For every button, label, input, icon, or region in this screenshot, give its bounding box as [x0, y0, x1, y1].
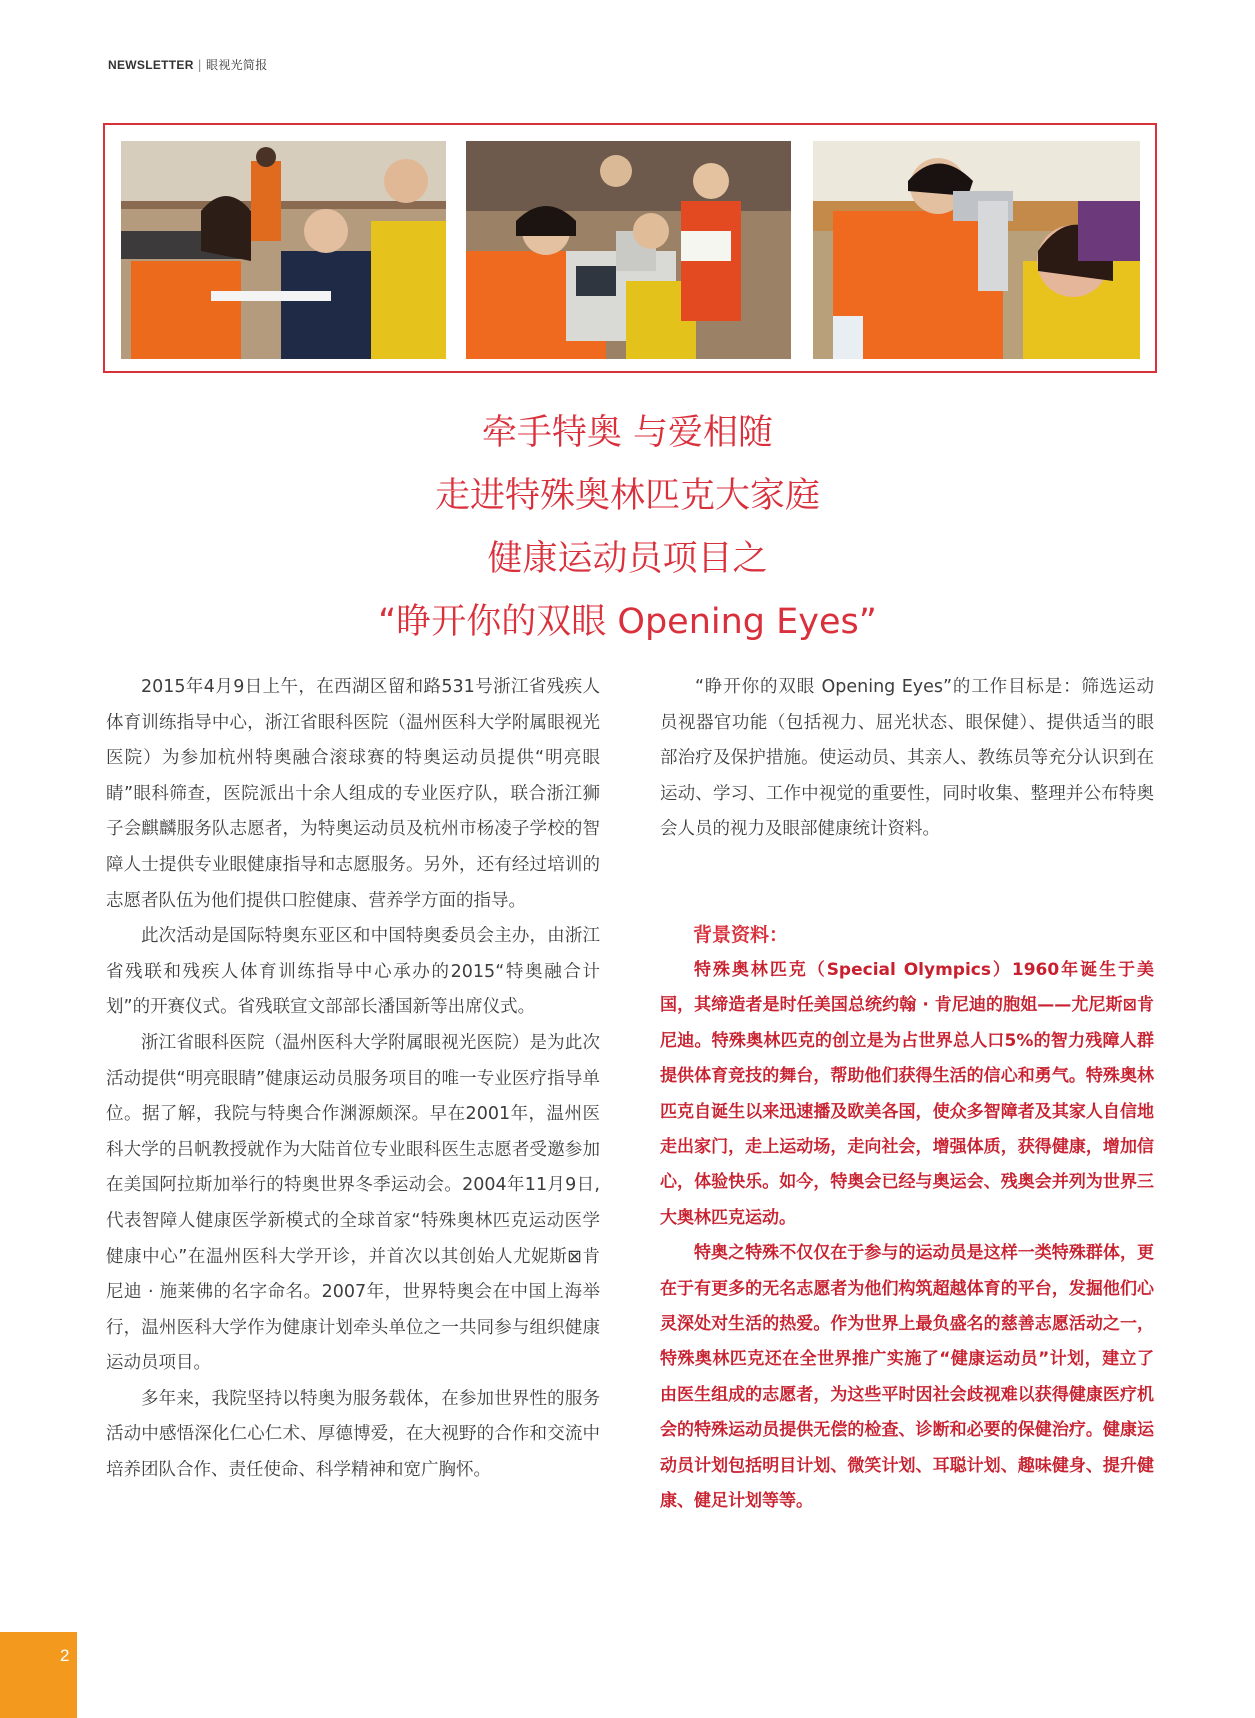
photo-autorefractor-exam	[466, 141, 791, 359]
background-text	[660, 953, 1154, 1520]
newsletter-label: NEWSLETTER	[108, 58, 194, 72]
title-line-3: 健康运动员项目之	[487, 539, 768, 579]
header-separator: |	[197, 58, 203, 72]
left-column	[106, 670, 600, 1489]
background-paragraph-1: 特殊奥林匹克（Special Olympics）1960年诞生于美国，其缔造者是时任美国总统约翰 · 肯尼迪的胞姐——尤尼斯⊠肯尼迪。特殊奥林匹克的创立是为占世界总人口5%的智力残障人群提供体育竞技的舞台，帮助他们获得生活的信心和勇气。特殊奥林匹克自诞生以来迅速播及欧美各国，使众多智障者及其家人自信地走出家门，走上运动场，走向社会，增强体质，获得健康，增加信心，体验快乐。如今，特奥会已经与奥运会、残奥会并列为世界三大奥林匹克运动。	[660, 960, 1154, 1228]
left-paragraph-4: 多年来，我院坚持以特奥为服务载体，在参加世界性的服务活动中感悟深化仁心仁术、厚德博爱，在大视野的合作和交流中培养团队合作、责任使命、科学精神和宽广胸怀。	[106, 1388, 600, 1481]
page-number: 2	[60, 1646, 70, 1665]
page-header	[108, 56, 268, 73]
title-line-4: “睁开你的双眼 Opening Eyes”	[378, 602, 877, 642]
background-paragraph-2: 特奥之特殊不仅仅在于参与的运动员是这样一类特殊群体，更在于有更多的无名志愿者为他们构筑超越体育的平台，发掘他们心灵深处对生活的热爱。作为世界上最负盛名的慈善志愿活动之一，特殊奥林匹克还在全世界推广实施了“健康运动员”计划，建立了由医生组成的志愿者，为这些平时因社会歧视难以获得健康医疗机会的特殊运动员提供无偿的检查、诊断和必要的保健治疗。健康运动员计划包括明目计划、微笑计划、耳聪计划、趣味健身、提升健康、健足计划等等。	[660, 1243, 1154, 1512]
title-line-2: 走进特殊奥林匹克大家庭	[434, 476, 820, 516]
photo-slit-lamp-exam	[813, 141, 1140, 359]
background-title: 背景资料：	[693, 924, 789, 946]
left-paragraph-3: 浙江省眼科医院（温州医科大学附属眼视光医院）是为此次活动提供“明亮眼睛”健康运动员服务项目的唯一专业医疗指导单位。据了解，我院与特奥合作渊源颇深。早在2001年，温州医科大学的吕帆教授就作为大陆首位专业眼科医生志愿者受邀参加在美国阿拉斯加举行的特奥世界冬季运动会。2004年11月9日,代表智障人健康医学新模式的全球首家“特殊奥林匹克运动医学健康中心”在温州医科大学开诊，并首次以其创始人尤妮斯⊠肯尼迪 · 施莱佛的名字命名。2007年，世界特奥会在中国上海举行，温州医科大学作为健康计划牵头单位之一共同参与组织健康运动员项目。	[106, 1032, 600, 1374]
right-paragraph-1: “睁开你的双眼 Opening Eyes”的工作目标是：筛选运动员视器官功能（包括视力、屈光状态、眼保健）、提供适当的眼部治疗及保护措施。使运动员、其亲人、教练员等充分认识到在运动、学习、工作中视觉的重要性，同时收集、整理并公布特奥会人员的视力及眼部健康统计资料。	[660, 677, 1154, 840]
title-line-1: 牵手特奥 与爱相随	[481, 413, 774, 453]
photo-frame	[103, 123, 1157, 373]
photo-screening-volunteer	[121, 141, 446, 359]
article-title	[0, 402, 1255, 654]
left-paragraph-1: 2015年4月9日上午，在西湖区留和路531号浙江省残疾人体育训练指导中心，浙江省眼科医院（温州医科大学附属眼视光医院）为参加杭州特奥融合滚球赛的特奥运动员提供“明亮眼睛”眼科筛查，医院派出十余人组成的专业医疗队，联合浙江狮子会麒麟服务队志愿者，为特奥运动员及杭州市杨凌子学校的智障人士提供专业眼健康指导和志愿服务。另外，还有经过培训的志愿者队伍为他们提供口腔健康、营养学方面的指导。	[106, 677, 600, 911]
left-paragraph-2: 此次活动是国际特奥东亚区和中国特奥委员会主办，由浙江省残联和残疾人体育训练指导中心承办的2015“特奥融合计划”的开赛仪式。省残联宣文部部长潘国新等出席仪式。	[106, 926, 600, 1018]
newsletter-name: 眼视光简报	[206, 58, 268, 72]
right-column	[660, 670, 1154, 848]
page-number-tab	[0, 1632, 77, 1718]
